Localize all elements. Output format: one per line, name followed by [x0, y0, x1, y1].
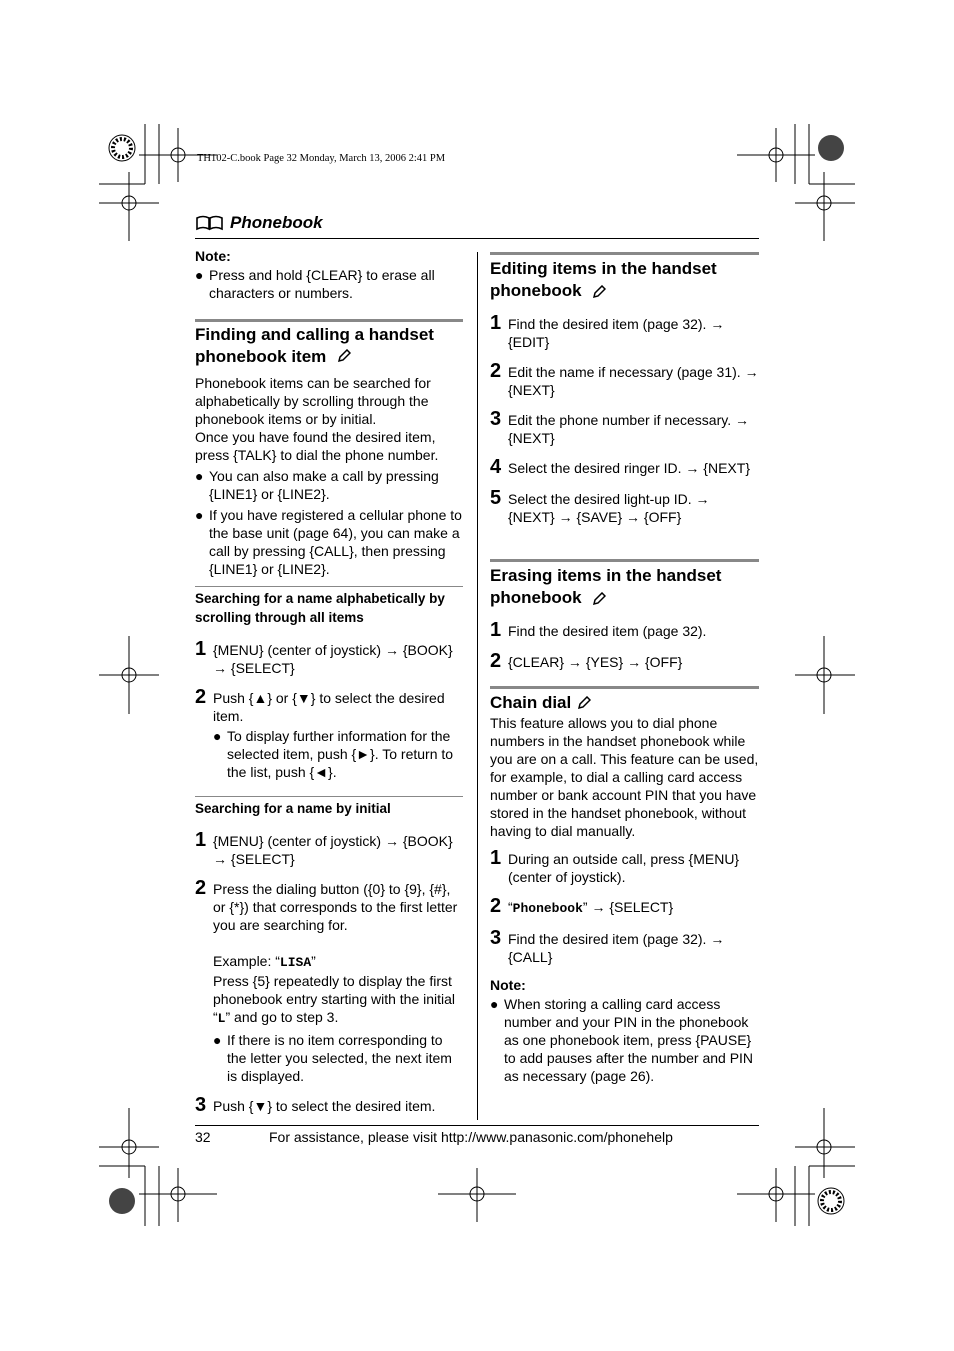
search-initial-section	[195, 799, 463, 1116]
header-rule	[195, 238, 759, 239]
pencil-icon	[337, 349, 351, 363]
example: Example: “LISA”	[213, 953, 316, 970]
subsection-rule	[195, 796, 463, 797]
section-rule	[490, 252, 759, 255]
step: 2 {CLEAR} → {YES} → {OFF}	[490, 650, 683, 672]
step: 1 Find the desired item (page 32). → {EDIT}	[490, 312, 725, 350]
step: 3 Push {▼} to select the desired item.	[195, 1094, 436, 1116]
step: 4 Select the desired ringer ID. → {NEXT}	[490, 456, 750, 478]
pencil-icon	[592, 592, 606, 606]
step-text: {MENU} (center of joystick) → {BOOK} → {SELECT}	[213, 833, 453, 867]
page-number: 32	[195, 1129, 211, 1145]
step: 2 “Phonebook” → {SELECT}	[490, 895, 674, 917]
note-label: Note:	[490, 977, 526, 993]
page-title: Phonebook	[230, 213, 323, 232]
chain-dial-section	[490, 692, 759, 1085]
step: 3 Edit the phone number if necessary. → {NEXT}	[490, 408, 749, 446]
step: 1 Find the desired item (page 32).	[490, 619, 707, 641]
pencil-icon	[577, 696, 591, 710]
page-header	[195, 213, 323, 233]
column-divider	[477, 252, 478, 1120]
step: 1 During an outside call, press {MENU} (center of joystick).	[490, 847, 740, 885]
note-bullet: ● When storing a calling card access number and your PIN in the phonebook as one phonebook item, press {PAUSE} to add pauses after the number and PIN as necessary (page 26).	[490, 996, 754, 1084]
step-text: Push {▲} or {▼} to select the desired item.	[213, 690, 445, 724]
step	[195, 686, 463, 725]
note-text: Press and hold {CLEAR} to erase all characters or numbers.	[209, 267, 435, 301]
intro-text: This feature allows you to dial phone numbers in the handset phonebook while you are on a call. This feature can be used, for example, to dial a calling card access number or bank account PIN that you have stored in the handset phonebook, without having to dial manually.	[490, 715, 759, 839]
note-bullet: ● Press and hold {CLEAR} to erase all characters or numbers.	[195, 266, 463, 302]
print-header: TH102-C.book Page 32 Monday, March 13, 2006 2:41 PM	[197, 153, 446, 164]
step	[195, 638, 463, 677]
section-title: Erasing items in the handset phonebook	[490, 566, 722, 607]
finding-section	[195, 324, 463, 578]
section-rule	[195, 319, 463, 322]
subsection-title: Searching for a name alphabetically by scrolling through all items	[195, 591, 445, 625]
step: 1 {MENU} (center of joystick) → {BOOK} → {SELECT}	[195, 829, 463, 868]
note-label: Note:	[195, 248, 231, 264]
section-rule	[490, 559, 759, 562]
list-item: ● If there is no item corresponding to the letter you selected, the next item is displayed.	[213, 1032, 452, 1084]
erasing-section	[490, 565, 759, 672]
list-item: ● You can also make a call by pressing {LINE1} or {LINE2}.	[195, 468, 439, 502]
intro-text: Phonebook items can be searched for alphabetically by scrolling through the phonebook items or by initial.	[195, 375, 431, 427]
section-title: Finding and calling a handset phonebook item	[195, 325, 434, 366]
step-number: 1	[195, 638, 207, 660]
list-item: ● If you have registered a cellular phone to the base unit (page 64), you can make a call by pressing {CALL}, then pressing {LINE1} or {LINE2}.	[195, 507, 462, 577]
subsection-title: Searching for a name by initial	[195, 801, 391, 816]
intro-text: Once you have found the desired item, press {TALK} to dial the phone number.	[195, 429, 439, 463]
steps-list	[490, 312, 759, 526]
step-text: Press the dialing button ({0} to {9}, {#}, or {*}) that corresponds to the first letter you are searching for.	[213, 881, 458, 933]
step: 2 Press the dialing button ({0} to {9}, {#}, or {*}) that corresponds to the first letter you are searching for. Example: “LISA” Press {5} repeatedly to display the first phonebook entry starting with the initial “L” and go to step 3. ● If there is no item corresponding to the letter you selected, the next item is displayed.	[195, 877, 463, 1085]
step: 3 Find the desired item (page 32). → {CALL}	[490, 927, 725, 965]
left-column	[195, 246, 463, 302]
section-rule	[490, 686, 759, 689]
list-item: ● To display further information for the selected item, push {►}. To return to the list, push {◄}.	[213, 728, 454, 780]
search-alpha-section	[195, 589, 463, 781]
step-number: 2	[195, 686, 207, 708]
step-text: Press {5} repeatedly to display the first phonebook entry starting with the initial “L” and go to step 3.	[213, 973, 456, 1026]
step: 2 Edit the name if necessary (page 31). → {NEXT}	[490, 360, 759, 398]
assistance-footer: For assistance, please visit http://www.panasonic.com/phonehelp	[269, 1129, 673, 1145]
phonebook-icon	[195, 215, 225, 231]
step-text: {MENU} (center of joystick) → {BOOK} → {SELECT}	[213, 642, 453, 676]
step-text: Push {▼} to select the desired item.	[213, 1098, 436, 1114]
section-title: Chain dial	[490, 693, 572, 712]
editing-section	[490, 258, 759, 526]
step: 5 Select the desired light-up ID. → {NEXT} → {SAVE} → {OFF}	[490, 487, 710, 525]
subsection-rule	[195, 586, 463, 587]
footer-rule	[195, 1125, 759, 1126]
pencil-icon	[592, 285, 606, 299]
section-title: Editing items in the handset phonebook	[490, 259, 717, 300]
